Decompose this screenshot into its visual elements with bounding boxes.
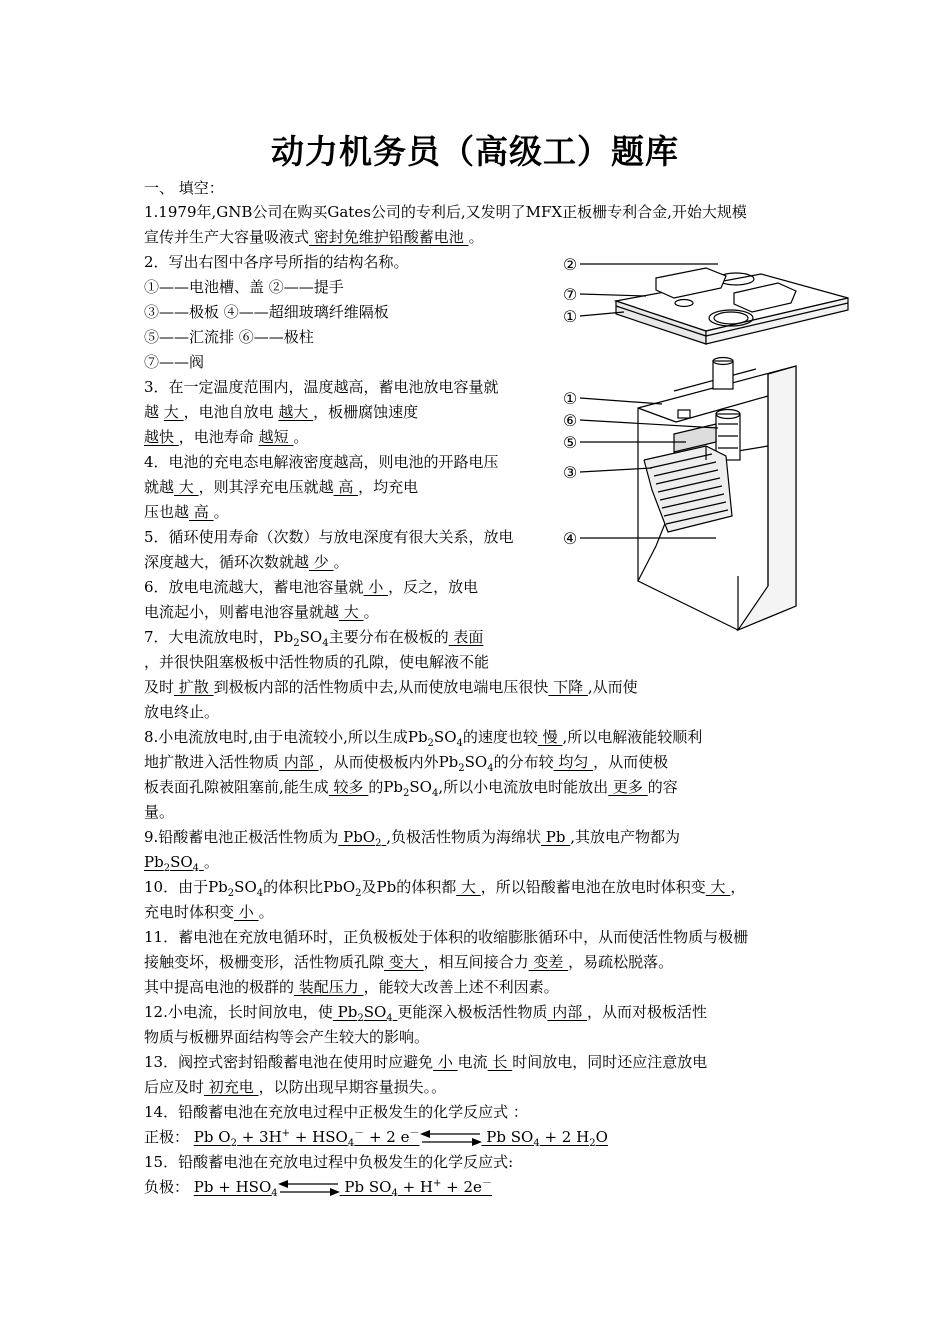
question-2-item: ⑦——阀 — [144, 353, 205, 371]
question-6-line-1: 6．放电电流越大，蓄电池容量就 小 ，反之，放电 — [144, 578, 479, 596]
battery-lid — [616, 268, 848, 344]
callout-label: ② — [562, 255, 578, 274]
question-13-line-1: 13．阀控式密封铅酸蓄电池在使用时应避免 小 电流 长 时间放电，同时还应注意放电 — [144, 1053, 708, 1071]
battery-structure-diagram — [556, 246, 856, 646]
question-8-line-1: 8.小电流放电时,由于电流较小,所以生成$Pb_2SO_4$的速度也较 慢 ,所以电解液能较顺利 — [144, 728, 703, 749]
question-7-line-3: 及时 扩散 到极板内部的活性物质中去,从而使放电端电压很快 下降 ,从而使 — [144, 678, 638, 696]
question-13-line-2: 后应及时 初充电 ，以防出现早期容量损失。。 — [144, 1078, 447, 1096]
question-8-line-4: 量。 — [144, 803, 175, 821]
question-7-line-4: 放电终止。 — [144, 703, 220, 721]
question-8-line-3: 板表面孔隙被阻塞前,能生成 较多 的$Pb_2SO_4$,所以小电流放电时能放出 更多 的容 — [144, 778, 678, 799]
question-5-line-1: 5．循环使用寿命（次数）与放电深度有很大关系，放电 — [144, 528, 514, 546]
question-3-line-2: 越 大 ，电池自放电 越大 ，板栅腐蚀速度 — [144, 403, 419, 421]
callout-label: ⑦ — [562, 285, 578, 304]
question-11-line-1: 11．蓄电池在充放电循环时，正负极板处于体积的收缩膨胀循环中，从而使活性物质与极栅 — [144, 928, 749, 946]
section-heading: 一、 填空： — [144, 179, 224, 197]
double-arrow-icon — [278, 1180, 340, 1196]
question-11-line-2: 接触变坏，极栅变形，活性物质孔隙 变大 ，相互间接合力 变差 ，易疏松脱落。 — [144, 953, 674, 971]
battery-case — [638, 358, 796, 631]
question-1-line-2: 宣传并生产大容量吸液式 密封免维护铅酸蓄电池 。 — [144, 228, 484, 246]
question-7-line-1: 7．大电流放电时，$Pb_2SO_4$主要分布在极板的 表面 — [144, 628, 484, 649]
question-9-line-2: $Pb_2SO_4$ 。 — [144, 853, 219, 874]
question-12-line-2: 物质与板栅界面结构等会产生较大的影响。 — [144, 1028, 430, 1046]
question-1-line-1: 1.1979年,GNB公司在购买Gates公司的专利后,又发明了MFX正板栅专利合金,开始大规模 — [144, 203, 747, 221]
question-12-line-1: 12.小电流，长时间放电，使 $Pb_2SO_4$ 更能深入极板活性物质 内部 ，从而对极板活性 — [144, 1003, 708, 1024]
question-2-item: ⑤——汇流排 ⑥——极柱 — [144, 328, 314, 346]
question-5-line-2: 深度越大，循环次数就越 少 。 — [144, 553, 349, 571]
equation-left-side: Pb $O_2 + 3H^+ + HSO_4^- + 2$ e－ — [193, 1128, 420, 1149]
question-7-line-2: ，并很快阻塞极板中活性物质的孔隙，使电解液不能 — [144, 653, 490, 671]
question-15-stem: 15．铅酸蓄电池在充放电过程中负极发生的化学反应式: — [144, 1153, 514, 1171]
callout-label: ① — [562, 389, 578, 408]
question-2-item: ①——电池槽、盖 ②——提手 — [144, 278, 344, 296]
question-9-line-1: 9.铅酸蓄电池正极活性物质为 PbO$_2$ ,负极活性物质为海绵状 Pb ,其放电产物都为 — [144, 828, 681, 849]
question-2-stem: 2．写出右图中各序号所指的结构名称。 — [144, 253, 409, 271]
question-3-line-1: 3．在一定温度范围内，温度越高，蓄电池放电容量就 — [144, 378, 499, 396]
question-4-line-2: 就越 大 ，则其浮充电压就越 高 ，均充电 — [144, 478, 419, 496]
callout-label: ⑥ — [562, 411, 578, 430]
callout-label: ③ — [562, 463, 578, 482]
callout-label: ④ — [562, 529, 578, 548]
question-2-item: ③——极板 ④——超细玻璃纤维隔板 — [144, 303, 389, 321]
question-10-line-2: 充电时体积变 小 。 — [144, 903, 274, 921]
question-3-line-3: 越快 ，电池寿命 越短 。 — [144, 428, 309, 446]
question-6-line-2: 电流起小，则蓄电池容量就越 大 。 — [144, 603, 379, 621]
question-14-equation: 正极： Pb $O_2 + 3H^+ + HSO_4^- + 2$ e－ Pb $SO_4 + 2$ $H_2O$ — [144, 1128, 608, 1149]
question-8-line-2: 地扩散进入活性物质 内部 ，从而使极板内外$Pb_2SO_4$的分布较 均匀 ，从而使极 — [144, 753, 669, 774]
callout-label: ① — [562, 307, 578, 326]
equation-right-side: Pb $SO_4 + H^+ + 2e^-$ — [339, 1178, 492, 1199]
question-4-line-3: 压也越 高 。 — [144, 503, 229, 521]
equation-right-side: Pb $SO_4 + 2$ $H_2O$ — [481, 1128, 608, 1149]
question-10-line-1: 10．由于$Pb_2SO_4$的体积比PbO$_2$及Pb的体积都 大 ，所以铅酸蓄电池在放电时体积变 大 ， — [144, 878, 746, 899]
question-14-stem: 14．铅酸蓄电池在充放电过程中正极发生的化学反应式 ： — [144, 1103, 528, 1121]
double-arrow-icon — [420, 1130, 482, 1146]
answer-blank: 密封免维护铅酸蓄电池 — [309, 228, 469, 246]
question-4-line-1: 4．电池的充电态电解液密度越高，则电池的开路电压 — [144, 453, 499, 471]
page-title: 动力机务员（高级工）题库 — [271, 132, 679, 171]
question-11-line-3: 其中提高电池的极群的 装配压力 ，能较大改善上述不利因素。 — [144, 978, 559, 996]
equation-left-side: $Pb + HSO_4$ — [193, 1178, 278, 1199]
callout-label: ⑤ — [562, 433, 578, 452]
question-15-equation: 负极： $Pb + HSO_4$ Pb $SO_4 + H^+ + 2e^-$ — [144, 1178, 492, 1199]
